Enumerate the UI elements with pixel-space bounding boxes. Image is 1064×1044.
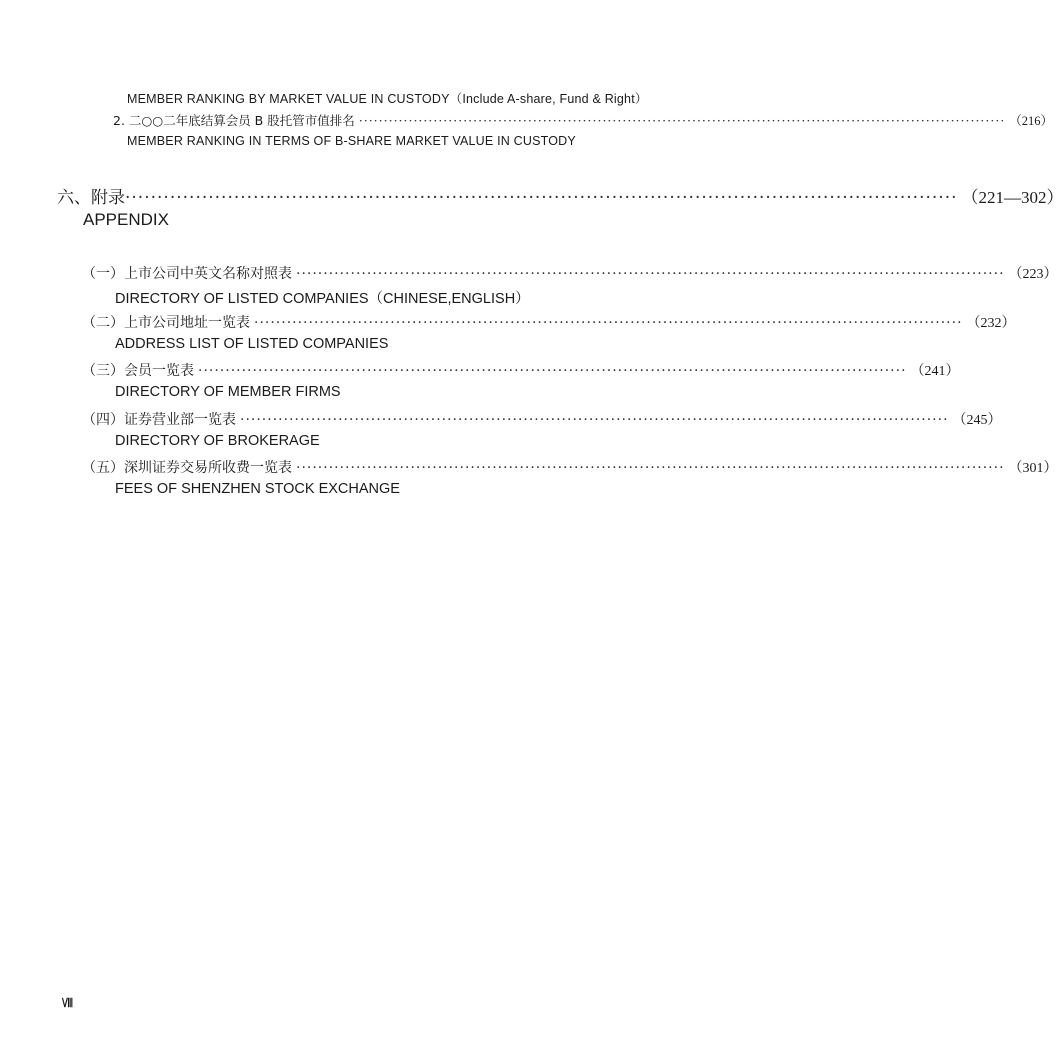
toc-entry-chinese-title: （五）深圳证券交易所收费一览表 — [82, 460, 292, 476]
leader-dots: ·································································································································· — [254, 315, 963, 331]
toc-entry-page-number: （216） — [1009, 114, 1054, 128]
toc-entry-page-number: （232） — [966, 316, 1016, 331]
toc-section-appendix[interactable] — [57, 183, 1064, 208]
leader-dots: ·································································································································· — [198, 363, 907, 379]
toc-entry-english-title: DIRECTORY OF MEMBER FIRMS — [115, 384, 341, 400]
continued-entry-english-title: MEMBER RANKING BY MARKET VALUE IN CUSTODY（Include A-share, Fund & Right） — [127, 92, 648, 106]
toc-entry-appendix-item[interactable] — [82, 457, 1058, 477]
section-english-title: APPENDIX — [83, 210, 169, 229]
toc-entry-appendix-item[interactable] — [82, 312, 1016, 332]
toc-entry-appendix-item[interactable] — [82, 360, 960, 380]
toc-entry-page-number: （241） — [910, 364, 960, 379]
toc-entry-chinese-title: （三）会员一览表 — [82, 363, 194, 379]
toc-entry-page-number: （301） — [1008, 461, 1058, 476]
section-chinese-title: 六、附录 — [57, 188, 125, 208]
leader-dots: ·································································································································· — [125, 188, 958, 208]
leader-dots: ·································································································································· — [240, 412, 949, 428]
toc-entry-page-number: （223） — [1008, 267, 1058, 282]
toc-entry-english-title: ADDRESS LIST OF LISTED COMPANIES — [115, 336, 389, 352]
section-page-range: （221—302） — [961, 188, 1064, 207]
toc-entry-english-title: DIRECTORY OF LISTED COMPANIES（CHINESE,ENGLISH） — [115, 291, 530, 307]
toc-entry-chinese-title: 2. 二○○二年底结算会员 B 股托管市值排名 — [113, 113, 355, 128]
toc-entry-appendix-item[interactable] — [82, 263, 1058, 283]
leader-dots: ·································································································································· — [358, 113, 1006, 128]
leader-dots: ·································································································································· — [296, 266, 1005, 282]
toc-entry-appendix-item[interactable] — [82, 409, 1002, 429]
toc-entry-b-share-ranking[interactable] — [113, 111, 1054, 129]
toc-entry-page-number: （245） — [952, 413, 1002, 428]
toc-entry-chinese-title: （四）证券营业部一览表 — [82, 412, 236, 428]
page-folio: Ⅷ — [62, 996, 74, 1010]
toc-entry-chinese-title: （一）上市公司中英文名称对照表 — [82, 266, 292, 282]
toc-entry-english-title: FEES OF SHENZHEN STOCK EXCHANGE — [115, 481, 400, 497]
toc-entry-chinese-title: （二）上市公司地址一览表 — [82, 315, 250, 331]
toc-entry-english-title: DIRECTORY OF BROKERAGE — [115, 433, 320, 449]
toc-entry-english-title: MEMBER RANKING IN TERMS OF B-SHARE MARKET VALUE IN CUSTODY — [127, 134, 576, 148]
leader-dots: ·································································································································· — [296, 460, 1005, 476]
